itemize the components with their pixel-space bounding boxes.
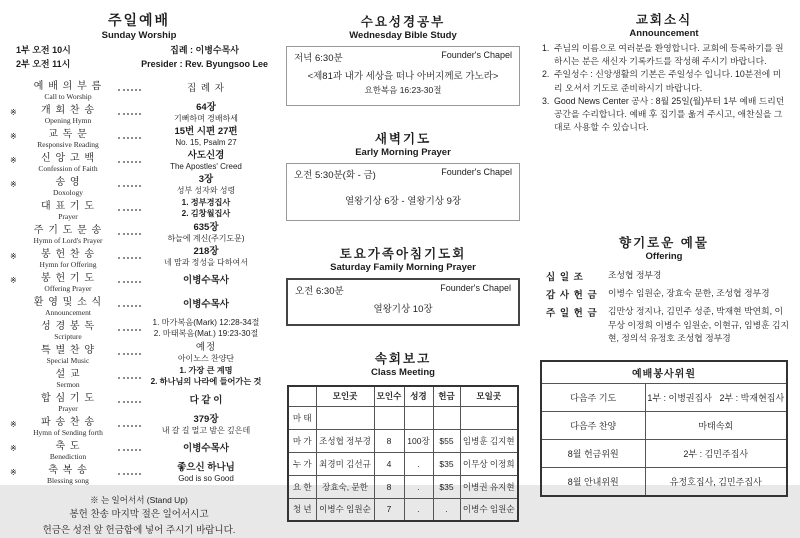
- midweek-column: [272, 0, 532, 515]
- item-values: [144, 462, 268, 485]
- duty-assignee: 2부 : 김민주집사: [645, 440, 787, 468]
- meeting-place: Founder's Chapel: [440, 283, 511, 293]
- class-table-header-row: [288, 386, 518, 406]
- offering-row: [546, 287, 790, 301]
- next-place-cell: 임병훈 김지현: [460, 429, 518, 452]
- item-value-line1: 15번 시편 27편: [174, 125, 238, 137]
- item-label-english: Blessing song: [47, 475, 89, 485]
- item-labels: [21, 317, 115, 341]
- dotted-leader: [118, 113, 141, 115]
- title-korean: 새벽기도: [374, 132, 432, 146]
- column-header: 헌금: [433, 386, 460, 406]
- dotted-leader: [118, 473, 141, 475]
- item-label-korean: 봉 헌 기 도: [41, 272, 95, 284]
- item-values: [144, 198, 268, 219]
- item-values: [144, 366, 268, 387]
- title-korean: 속회보고: [374, 352, 432, 366]
- worship-committee-table: [540, 360, 788, 497]
- item-value-line1: 이병수목사: [183, 442, 229, 454]
- item-labels: [21, 149, 115, 173]
- order-of-worship-item: [10, 413, 268, 437]
- item-labels: [21, 461, 115, 485]
- item-label-english: Opening Hymn: [44, 115, 92, 125]
- item-value-line1: 1. 정부경집사: [181, 198, 231, 208]
- item-value-line1: 예정: [195, 341, 217, 353]
- item-label-korean: 교 독 문: [48, 128, 88, 140]
- class-table-row: [288, 475, 518, 498]
- class-meeting-title: [286, 349, 520, 378]
- item-values: [144, 275, 268, 287]
- item-values: [144, 174, 268, 197]
- duty-assignee: 유정호집사, 김민주집사: [645, 468, 787, 496]
- item-label-english: Scripture: [54, 331, 82, 341]
- dotted-leader: [118, 353, 141, 355]
- dotted-leader: [118, 137, 141, 139]
- class-name-cell: 마 태: [288, 406, 316, 429]
- offering-cell: $35: [433, 452, 460, 475]
- order-of-worship-item: [10, 125, 268, 149]
- item-label-korean: 설 교: [55, 368, 81, 380]
- item-labels: [21, 125, 115, 149]
- item-label-korean: 주 기 도 문 송: [33, 224, 103, 236]
- order-of-worship-item: [10, 149, 268, 173]
- item-labels: [21, 173, 115, 197]
- offering-cell: .: [433, 498, 460, 521]
- offering-names: 조성협 정부경: [608, 270, 662, 281]
- item-label-korean: 축 도: [55, 440, 81, 452]
- next-place-cell: 이병권 유지현: [460, 475, 518, 498]
- item-value-line1: 64장: [196, 101, 216, 113]
- item-value-line1: 좋으신 하나님: [177, 461, 235, 473]
- item-label-english: Special Music: [46, 355, 90, 365]
- order-of-worship-list: [10, 77, 268, 485]
- stand-up-mark: ※: [10, 180, 17, 190]
- title-korean: 교회소식: [635, 13, 693, 27]
- class-table-row: [288, 406, 518, 429]
- item-value-line1: 1. 가장 큰 계명: [179, 366, 233, 376]
- item-value-line1: 이병수목사: [183, 298, 229, 310]
- box-header: [295, 283, 511, 297]
- item-value-line2: 2. 김창월집사: [181, 208, 231, 218]
- dawn-title: [286, 129, 520, 158]
- bible-cell: 100장: [404, 429, 433, 452]
- announcements-column: [532, 0, 800, 488]
- dotted-leader: [118, 401, 141, 403]
- title-english: Announcement: [629, 28, 699, 39]
- order-of-worship-item: [10, 245, 268, 269]
- offering-names: 이병수 임원순, 장효숙 문한, 조성협 정부경: [608, 288, 770, 299]
- order-of-worship-item: [10, 293, 268, 317]
- meeting-time: 오전 5:30분(화 - 금): [294, 170, 376, 181]
- title-english: Class Meeting: [371, 367, 435, 378]
- meeting-time: 저녁 6:30분: [294, 53, 343, 64]
- item-text: 주일성수 : 신앙생활의 기본은 주일성수 입니다. 10분전에 미리 오셔서 기도로 준비하시기 바랍니다.: [554, 69, 782, 93]
- reading-plan: 열왕기상 10장: [373, 304, 433, 315]
- item-value-line1: 다 같 이: [189, 394, 223, 406]
- offering-cell: $55: [433, 429, 460, 452]
- order-of-worship-item: [10, 437, 268, 461]
- offering-title: [538, 233, 790, 262]
- duty-assignee: 마태속회: [645, 412, 787, 440]
- stand-up-mark: ※: [10, 252, 17, 262]
- stand-up-mark: ※: [10, 156, 17, 166]
- item-value-line2: The Apostles' Creed: [170, 161, 242, 171]
- item-label-korean: 대 표 기 도: [41, 200, 95, 212]
- committee-title: 예배봉사위원: [541, 361, 787, 384]
- worship-header: [16, 44, 268, 72]
- sunday-worship-title: [10, 10, 268, 41]
- item-value-line2: 기뻐하며 경배하세: [173, 113, 239, 123]
- item-label-english: Offering Prayer: [44, 283, 92, 293]
- footnote-line2: 헌금은 성전 앞 헌금함에 넣어 주시기 바랍니다.: [42, 524, 236, 536]
- bible-cell: .: [404, 475, 433, 498]
- title-english: Offering: [645, 251, 683, 263]
- order-of-worship-item: [10, 269, 268, 293]
- item-label-english: Call to Worship: [44, 91, 92, 101]
- column-header: 모일곳: [460, 386, 518, 406]
- item-text: Good News Center 공사 : 8월 25일(월)부터 1부 예배 드리던 공간을 수리합니다. 예배 후 집기를 옮겨 주시고, 애찬실을 그대로 사용할 수 있습니다.: [554, 95, 785, 133]
- class-name-cell: 청 년: [288, 498, 316, 521]
- order-of-worship-item: [10, 221, 268, 245]
- item-labels: [21, 341, 115, 365]
- meeting-place: Founder's Chapel: [441, 167, 512, 177]
- order-of-worship-item: [10, 101, 268, 125]
- offering-type-label: 감 사 헌 금: [546, 290, 598, 302]
- dotted-leader: [118, 329, 141, 331]
- saturday-title: [286, 244, 520, 273]
- offering-names: 김만상 정지나, 김민주 성준, 박재현 박연희, 이무상 이정희 이병수 임원순, 이현규, 임병훈 김지현, 정의석 유정호 조성협 정부경: [608, 306, 790, 343]
- item-label-korean: 봉 헌 찬 송: [41, 248, 95, 260]
- sunday-worship-column: [0, 0, 272, 536]
- offering-cell: $35: [433, 475, 460, 498]
- item-values: [144, 414, 268, 437]
- service-time-2: 2부 오전 11시: [16, 58, 71, 69]
- item-value-line1: 집 례 자: [187, 82, 225, 94]
- item-label-korean: 예 배 의 부 름: [33, 80, 103, 92]
- item-labels: [21, 197, 115, 221]
- offering-row: [546, 305, 790, 345]
- item-labels: [21, 269, 115, 293]
- class-meeting-table: [287, 385, 519, 522]
- item-label-english: Doxology: [53, 187, 83, 197]
- committee-row: [541, 412, 787, 440]
- item-value-line2: 하늘에 계신(주기도문): [167, 233, 245, 243]
- item-values: [144, 126, 268, 149]
- stand-up-mark: ※: [10, 108, 17, 118]
- dotted-leader: [118, 449, 141, 451]
- item-labels: [21, 413, 115, 437]
- order-of-worship-item: [10, 197, 268, 221]
- presider-korean: 집례 : 이병수목사: [170, 45, 239, 55]
- committee-row: [541, 468, 787, 496]
- leaders-cell: 이병수 임원순: [316, 498, 374, 521]
- next-place-cell: 이병수 임원순: [460, 498, 518, 521]
- order-of-worship-item: [10, 461, 268, 485]
- item-label-korean: 합 심 기 도: [41, 392, 95, 404]
- lesson-title: <제81과 내가 세상을 떠나 아버지께로 가노라>: [307, 71, 499, 82]
- service-time-1: 1부 오전 10시: [16, 45, 71, 55]
- leaders-cell: [316, 406, 374, 429]
- item-label-korean: 파 송 찬 송: [41, 416, 95, 428]
- class-name-cell: 요 한: [288, 475, 316, 498]
- item-label-korean: 신 앙 고 백: [41, 152, 95, 164]
- dotted-leader: [118, 377, 141, 379]
- item-label-english: Prayer: [58, 403, 78, 413]
- item-labels: [21, 245, 115, 269]
- scripture-reference: 요한복음 16:23-30절: [364, 85, 442, 95]
- item-value-line2: 성부 성자와 성령: [176, 185, 236, 195]
- item-value-line1: 1. 마가복음(Mark) 12:28-34절: [152, 318, 260, 328]
- leaders-cell: 장효숙, 문한: [316, 475, 374, 498]
- order-of-worship-item: [10, 389, 268, 413]
- item-value-line1: 이병수목사: [183, 274, 229, 286]
- dawn-info-box: [286, 163, 520, 221]
- dotted-leader: [118, 233, 141, 235]
- class-table-row: [288, 429, 518, 452]
- item-values: [144, 318, 268, 339]
- item-values: [144, 102, 268, 125]
- item-values: [144, 83, 268, 95]
- attendance-cell: 8: [374, 475, 404, 498]
- dotted-leader: [118, 89, 141, 91]
- item-label-english: Confession of Faith: [38, 163, 98, 173]
- item-label-english: Hymn of Sending forth: [33, 427, 103, 437]
- item-number: 2.: [542, 69, 550, 80]
- order-of-worship-item: [10, 341, 268, 365]
- column-header: 모인수: [374, 386, 404, 406]
- announcement-list: [542, 42, 788, 134]
- item-label-korean: 성 경 봉 독: [41, 320, 95, 332]
- item-label-korean: 환 영 및 소 식: [33, 296, 103, 308]
- item-values: [144, 299, 268, 311]
- item-value-line1: 379장: [193, 413, 219, 425]
- item-value-line2: 내 갈 길 멀고 밤은 깊은데: [161, 425, 251, 435]
- stand-up-mark: ※: [10, 276, 17, 286]
- title-english: Sunday Worship: [101, 30, 177, 41]
- attendance-cell: 7: [374, 498, 404, 521]
- duty-label: 다음주 기도: [541, 384, 645, 412]
- dotted-leader: [118, 161, 141, 163]
- stand-up-mark: ※: [10, 132, 17, 142]
- item-number: 1.: [542, 43, 550, 53]
- duty-label: 다음주 찬양: [541, 412, 645, 440]
- announcement-item: [542, 42, 788, 68]
- title-korean: 수요성경공부: [360, 15, 446, 29]
- item-values: [144, 395, 268, 407]
- presider: [141, 44, 268, 72]
- presider-english: Presider : Rev. Byungsoo Lee: [141, 58, 268, 69]
- stand-up-note: ※ 는 일어서서 (Stand Up): [90, 494, 188, 505]
- item-label-korean: 축 복 송: [48, 464, 88, 476]
- leaders-cell: 조성협 정부경: [316, 429, 374, 452]
- item-label-korean: 개 회 찬 송: [41, 104, 95, 116]
- class-name-cell: 누 가: [288, 452, 316, 475]
- title-english: Wednesday Bible Study: [349, 30, 457, 41]
- dotted-leader: [118, 305, 141, 307]
- worship-footnotes: [10, 494, 268, 538]
- item-values: [144, 443, 268, 455]
- reading-plan: 열왕기상 6장 - 열왕기상 9장: [344, 196, 462, 207]
- box-header: [294, 167, 512, 181]
- order-of-worship-item: [10, 77, 268, 101]
- offering-cell: [433, 406, 460, 429]
- title-korean: 주일예배: [107, 12, 171, 28]
- wednesday-info-box: [286, 46, 520, 106]
- committee-row: [541, 384, 787, 412]
- duty-label: 8월 헌금위원: [541, 440, 645, 468]
- dotted-leader: [118, 209, 141, 211]
- item-label-english: Hymn of Lord's Prayer: [33, 235, 103, 245]
- item-value-line1: 218장: [193, 245, 219, 257]
- saturday-family-prayer-section: [286, 244, 520, 326]
- meeting-place: Founder's Chapel: [441, 50, 512, 60]
- item-labels: [21, 101, 115, 125]
- stand-up-mark: ※: [10, 420, 17, 430]
- offering-section: [538, 233, 790, 345]
- committee-header-row: [541, 361, 787, 384]
- dotted-leader: [118, 425, 141, 427]
- attendance-cell: 8: [374, 429, 404, 452]
- title-english: Saturday Family Morning Prayer: [330, 262, 476, 273]
- item-value-line2: 네 맘과 정성을 다하여서: [164, 257, 248, 267]
- saturday-info-box: [286, 278, 520, 326]
- bible-cell: .: [404, 498, 433, 521]
- offering-list: [546, 269, 790, 345]
- title-english: Early Morning Prayer: [355, 147, 451, 158]
- duty-assignee: 1부 : 이병권집사 2부 : 박재현집사: [645, 384, 787, 412]
- order-of-worship-item: [10, 173, 268, 197]
- stand-up-mark: ※: [10, 468, 17, 478]
- wednesday-bible-study-section: [286, 12, 520, 106]
- dotted-leader: [118, 257, 141, 259]
- item-value-line2: 2. 마태복음(Mat.) 19:23-30절: [153, 328, 259, 338]
- announcement-section: [538, 10, 790, 134]
- announcement-title: [538, 10, 790, 39]
- item-value-line2: 2. 하나님의 나라에 들어가는 것: [150, 376, 262, 386]
- item-labels: [21, 389, 115, 413]
- item-label-english: Sermon: [56, 379, 80, 389]
- committee-row: [541, 440, 787, 468]
- item-values: [144, 342, 268, 365]
- item-values: [144, 222, 268, 245]
- footnote-line1: 봉헌 찬송 마지막 절은 일어서시고: [69, 509, 209, 521]
- service-times: [16, 44, 71, 72]
- meeting-time: 오전 6:30분: [295, 286, 344, 297]
- item-label-english: Benediction: [49, 451, 87, 461]
- attendance-cell: [374, 406, 404, 429]
- stand-up-mark: ※: [10, 444, 17, 454]
- item-label-korean: 송 영: [55, 176, 81, 188]
- class-table-row: [288, 498, 518, 521]
- box-header: [294, 50, 512, 64]
- class-name-cell: 마 가: [288, 429, 316, 452]
- offering-type-label: 주 일 헌 금: [546, 308, 598, 320]
- leaders-cell: 최경미 김선규: [316, 452, 374, 475]
- column-header: [288, 386, 316, 406]
- item-value-line2: God is so Good: [178, 473, 234, 483]
- item-text: 주님의 이름으로 여러분을 환영합니다. 교회에 등록하기를 원하시는 분은 새신자 기록카드를 작성해 주시기 바랍니다.: [554, 43, 784, 67]
- offering-row: [546, 269, 790, 283]
- item-labels: [21, 365, 115, 389]
- announcement-item: [542, 95, 788, 135]
- item-value-line2: No. 15, Psalm 27: [175, 137, 237, 147]
- item-values: [144, 246, 268, 269]
- title-korean: 향기로운 예물: [619, 236, 709, 251]
- class-meeting-section: [286, 349, 520, 522]
- wednesday-title: [286, 12, 520, 41]
- early-morning-prayer-section: [286, 129, 520, 221]
- item-label-english: Prayer: [58, 211, 78, 221]
- dotted-leader: [118, 185, 141, 187]
- item-value-line1: 635장: [193, 221, 219, 233]
- bible-cell: [404, 406, 433, 429]
- duty-label: 8월 안내위원: [541, 468, 645, 496]
- attendance-cell: 4: [374, 452, 404, 475]
- offering-type-label: 십 일 조: [546, 272, 584, 284]
- item-label-english: Hymn for Offering: [39, 259, 97, 269]
- column-header: 성경: [404, 386, 433, 406]
- item-number: 3.: [542, 95, 550, 106]
- item-value-line1: 3장: [198, 173, 214, 185]
- item-label-english: Responsive Reading: [37, 139, 99, 149]
- bible-cell: .: [404, 452, 433, 475]
- item-value-line1: 사도신경: [187, 149, 225, 161]
- item-labels: [21, 77, 115, 101]
- item-value-line2: 아이노스 찬양단: [177, 353, 235, 363]
- item-labels: [21, 293, 115, 317]
- order-of-worship-item: [10, 365, 268, 389]
- order-of-worship-item: [10, 317, 268, 341]
- next-place-cell: 이무상 이정희: [460, 452, 518, 475]
- item-labels: [21, 221, 115, 245]
- column-header: 모인곳: [316, 386, 374, 406]
- item-values: [144, 150, 268, 173]
- announcement-item: [542, 68, 788, 94]
- dotted-leader: [118, 281, 141, 283]
- item-labels: [21, 437, 115, 461]
- item-label-english: Announcement: [45, 307, 91, 317]
- class-table-row: [288, 452, 518, 475]
- title-korean: 토요가족아침기도회: [339, 247, 467, 261]
- next-place-cell: [460, 406, 518, 429]
- item-label-korean: 특 별 찬 양: [41, 344, 95, 356]
